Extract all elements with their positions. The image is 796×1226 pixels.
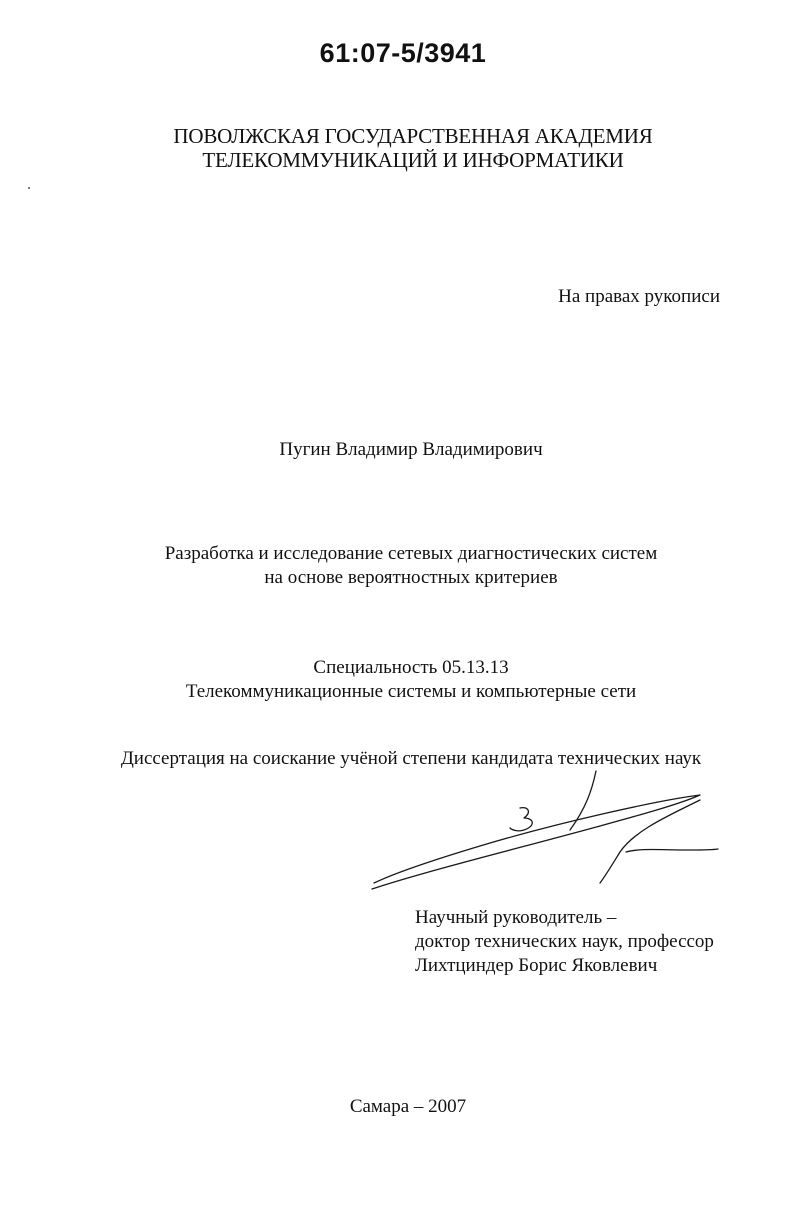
specialty [0,656,796,704]
city-year: Самара – 2007 [349,1096,467,1117]
specialty-name: Телекоммуникационные системы и компьютерные сети [185,681,637,702]
specialty-code: Специальность 05.13.13 [313,657,509,678]
title-line-1: Разработка и исследование сетевых диагностических систем [164,543,658,564]
signature-stroke-vertical [570,771,596,830]
catalog-number: 61:07-5/3941 [319,38,487,68]
title-line-2: на основе вероятностных критериев [264,567,558,588]
institution-line-2: ТЕЛЕКОММУНИКАЦИЙ И ИНФОРМАТИКИ [202,148,624,172]
scan-speck [28,187,30,189]
signature-stroke-tail [600,800,700,883]
rights-note: На правах рукописи [558,286,720,307]
supervisor-role: Научный руководитель – [415,907,617,928]
supervisor-name: Лихтциндер Борис Яковлевич [415,955,658,976]
author-name: Пугин Владимир Владимирович [279,439,543,460]
dissertation-note: Диссертация на соискание учёной степени кандидата технических наук [120,748,702,769]
supervisor-degree: доктор технических наук, профессор [415,931,714,952]
supervisor-block [415,906,714,978]
institution-line-1: ПОВОЛЖСКАЯ ГОСУДАРСТВЕННАЯ АКАДЕМИЯ [173,124,653,148]
signature-stroke-main [372,795,700,889]
institution-name [0,124,796,172]
signature-stroke-loop [510,808,532,831]
dissertation-title [0,542,796,590]
signature-stroke-flourish [626,849,718,852]
